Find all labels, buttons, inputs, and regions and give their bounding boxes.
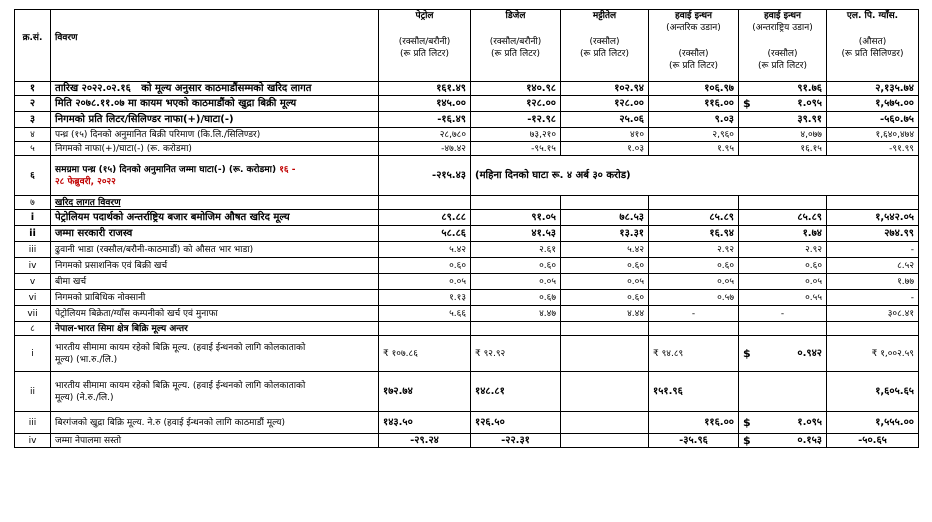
table-row: iv जम्मा नेपालमा सस्तो -२९.२४ -२२.३१ -३५.९६ $ ०.१५३ -५०.६५	[15, 434, 919, 448]
header-atf-domestic: हवाई इन्धन (अन्तरिक उडान) (रक्सौल) (रू प्रति लिटर)	[649, 10, 739, 82]
table-row: vi निगमको प्राबिधिक नोक्सानी १.१३ ०.६७ ०.६० ०.५७ ०.५५ -	[15, 290, 919, 306]
table-row: iv निगमको प्रसाशनिक एवं बिक्री खर्च ०.६० ०.६० ०.६० ०.६० ०.६० ८.५२	[15, 258, 919, 274]
total-loss-row: ६ समग्रमा पन्ध्र (१५) दिनको अनुमानित जम्मा घाटा(-) (रू. करोडमा) १६ - २८ फेब्रुवरी, २०२२ -२१५.४३ (महिना दिनको घाटा रू. ४ अर्ब ३० करोड)	[15, 156, 919, 196]
table-row: i पेट्रोलियम पदार्थको अन्तर्राष्ट्रिय बजार बमोजिम औषत खरिद मूल्य ८९.८८ ९१.०५ ७८.५३ ८५.८९ ८५.८९ १,५४२.०५	[15, 210, 919, 226]
table-row: i भारतीय सीमामा कायम रहेको बिक्रि मूल्य. (हवाई ईन्धनको लागि कोलकाताको मूल्य) (भा.रु./लि.) ₹ १०७.८६ ₹ ९२.९२ ₹ ९४.८९ $ ०.९४२ ₹ १,००२.५९	[15, 336, 919, 372]
table-row: ३ निगमको प्रति लिटर/सिलिण्डर नाफा(+)/घाटा(-) -१६.४९ -१२.९८ २५.०६ ९.०३ ३९.९१ -५६०.७५	[15, 112, 919, 128]
price-table-container	[14, 9, 918, 448]
fuel-price-table	[14, 9, 919, 448]
header-lpg: एल. पि. ग्याँस. (औसत) (रू प्रति सिलिण्डर)	[827, 10, 919, 82]
header-kerosene: मट्टीतेल (रक्सौल) (रू प्रति लिटर)	[561, 10, 649, 82]
header-sn: क्र.सं.	[15, 10, 51, 82]
table-row: ii जम्मा सरकारी राजस्व ५८.८६ ४१.५३ १३.३१ १६.९४ १.७४ २७४.९९	[15, 226, 919, 242]
table-row: ५ निगमको नाफा(+)/घाटा(-) (रू. करोडमा) -४७.४२ -९५.१५ १.०३ १.९५ १६.१५ -९१.९९	[15, 142, 919, 156]
header-row	[15, 10, 919, 82]
table-row: ii भारतीय सीमामा कायम रहेको बिक्रि मूल्य. (हवाई ईन्धनको लागि कोलकाताको मूल्य) (ने.रु./लि.) १७२.७४ १४८.८१ १५१.९६ १,६०५.६५	[15, 372, 919, 412]
section-purchase-cost: ७ खरिद लागत विवरण	[15, 196, 919, 210]
table-row: vii पेट्रोलियम बिक्रेता/ग्याँस कम्पनीको खर्च एवं मुनाफा ५.६६ ४.४७ ४.४४ - - ३०८.४१	[15, 306, 919, 322]
section-border-price: ८ नेपाल-भारत सिमा क्षेत्र बिक्रि मूल्य अन्तर	[15, 322, 919, 336]
header-atf-international: हवाई इन्धन (अन्तराष्ट्रिय उडान) (रक्सौल) (रू प्रति लिटर)	[739, 10, 827, 82]
table-row: v बीमा खर्च ०.०५ ०.०५ ०.०५ ०.०५ ०.०५ १.७७	[15, 274, 919, 290]
header-diesel: डिजेल (रक्सौल/बरौनी) (रू प्रति लिटर)	[471, 10, 561, 82]
table-row: २ मिति २०७८.११.०७ मा कायम भएको काठमाडौंको खुद्रा बिक्री मूल्य १४५.०० १२८.०० १२८.०० ११६.०० $ १.०९५ १,५७५.००	[15, 96, 919, 112]
header-petrol: पेट्रोल (रक्सौल/बरौनी) (रू प्रति लिटर)	[379, 10, 471, 82]
table-row: iii बिरगंजको खुद्रा बिक्रि मूल्य. ने.रु (हवाई ईन्धनको लागि काठमाडौं मूल्य) १४३.५० १२६.५० ११६.०० $ १.०९५ १,५५५.००	[15, 412, 919, 434]
table-row: iii ढुवानी भाडा (रक्सौल/बरौनी-काठमाडौं) को औसत भार भाडा) ५.४२ २.६१ ५.४२ २.९२ २.९२ -	[15, 242, 919, 258]
table-row: ४ पन्ध्र (१५) दिनको अनुमानित बिक्री परिमाण (कि.लि./सिलिण्डर) २८,७८० ७३,२१० ४१० २,९६० ४,०७७ १,६४०,४७४	[15, 128, 919, 142]
header-description: विवरण	[51, 10, 379, 82]
table-row: १ तारिख २०२२.०२.१६ को मूल्य अनुसार काठमाडौंसम्मको खरिद लागत १६१.४९ १४०.९८ १०२.९४ १०६.९७ ९१.७६ २,१३५.७४	[15, 82, 919, 96]
